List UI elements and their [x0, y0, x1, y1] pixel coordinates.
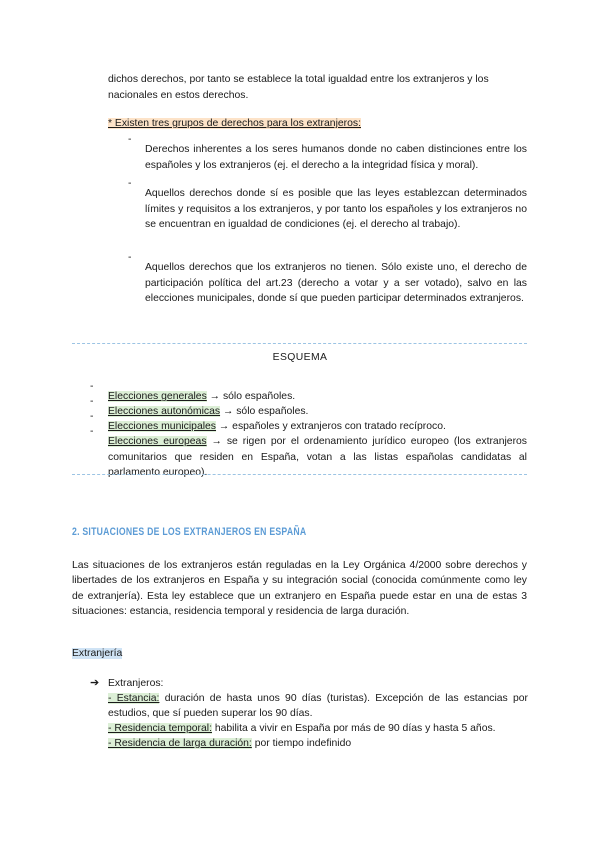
- entry-desc: duración de hasta unos 90 días (turistas). Excepción de las estancias por estudios, que sí pueden superar los 90 días.: [108, 693, 528, 720]
- entry-term: - Estancia:: [108, 693, 160, 704]
- group-item-3: Aquellos derechos que los extranjeros no tienen. Sólo existe uno, el derecho de participación política del art.23 (derecho a votar y a ser votado), salvo en las elecciones municipales, donde sí que pueden participar determinados extranjeros.: [145, 262, 527, 304]
- intro-line-1: dichos derechos, por tanto se establece la total igualdad entre los extranjeros y los: [108, 74, 489, 85]
- esquema-desc: → sólo españoles.: [206, 391, 296, 403]
- entry-desc: por tiempo indefinido: [251, 738, 352, 749]
- list-dash: -: [128, 178, 132, 189]
- entry-residencia-larga: [108, 736, 528, 751]
- esquema-term: Elecciones europeas: [108, 436, 207, 448]
- subheading-text: Extranjería: [72, 648, 123, 659]
- esquema-item-generales: [108, 389, 527, 404]
- entry-term: - Residencia temporal:: [108, 723, 212, 734]
- esquema-term: Elecciones municipales: [108, 421, 217, 433]
- list-dash: -: [90, 396, 94, 407]
- list-dash: -: [90, 381, 94, 392]
- list-dash: -: [90, 426, 94, 437]
- list-dash: -: [128, 252, 132, 263]
- groups-heading-text: * Existen tres grupos de derechos para los extranjeros:: [108, 118, 361, 129]
- groups-heading: [108, 116, 361, 131]
- esquema-desc: → sólo españoles.: [220, 406, 309, 418]
- group-item-1: Derechos inherentes a los seres humanos donde no caben distinciones entre los españoles y los extranjeros (ej. el derecho a la integridad física y moral).: [145, 144, 527, 171]
- esquema-item-autonomicas: [108, 404, 527, 419]
- section-heading: 2. SITUACIONES DE LOS EXTRANJEROS EN ESPAÑA: [72, 526, 307, 538]
- esquema-item-municipales: [108, 419, 527, 434]
- section-paragraph: Las situaciones de los extranjeros están reguladas en la Ley Orgánica 4/2000 sobre derechos y libertades de los extranjeros en España y su integración social (conocida comúnmente como ley de extranjería). Esta ley establece que un extranjero en España puede estar en una de estas 3 situaciones: estancia, residencia temporal y residencia de larga duración.: [72, 560, 527, 617]
- esquema-top-divider: [72, 343, 527, 344]
- group-item-2: Aquellos derechos donde sí es posible que las leyes establezcan determinados límites y requisitos a los extranjeros, y por tanto los españoles y los extranjeros no se encuentran en igualdad de condiciones (ej. el derecho al trabajo).: [145, 188, 527, 230]
- entry-desc: habilita a vivir en España por más de 90 días y hasta 5 años.: [211, 723, 496, 734]
- list-dash: -: [90, 411, 94, 422]
- esquema-term: Elecciones generales: [108, 391, 207, 403]
- list-dash: -: [128, 134, 132, 145]
- entry-term: - Residencia de larga duración:: [108, 738, 252, 749]
- esquema-desc: → se rigen por el ordenamiento jurídico europeo (los extranjeros comunitarios que residen en España, votan a las listas españolas candidatas al parlamento europeo).: [108, 436, 527, 478]
- intro-line-2: nacionales en estos derechos.: [108, 90, 249, 101]
- arrow-right-icon: ➔: [90, 677, 100, 689]
- entry-residencia-temporal: [108, 721, 528, 736]
- esquema-title: ESQUEMA: [272, 352, 328, 363]
- esquema-desc: → españoles y extranjeros con tratado recíproco.: [216, 421, 446, 433]
- esquema-term: Elecciones autonómicas: [108, 406, 221, 418]
- list-title: Extranjeros:: [108, 678, 164, 689]
- subheading-extranjeria: [72, 646, 122, 661]
- entry-estancia: [108, 691, 528, 722]
- esquema-bottom-divider: [72, 474, 527, 475]
